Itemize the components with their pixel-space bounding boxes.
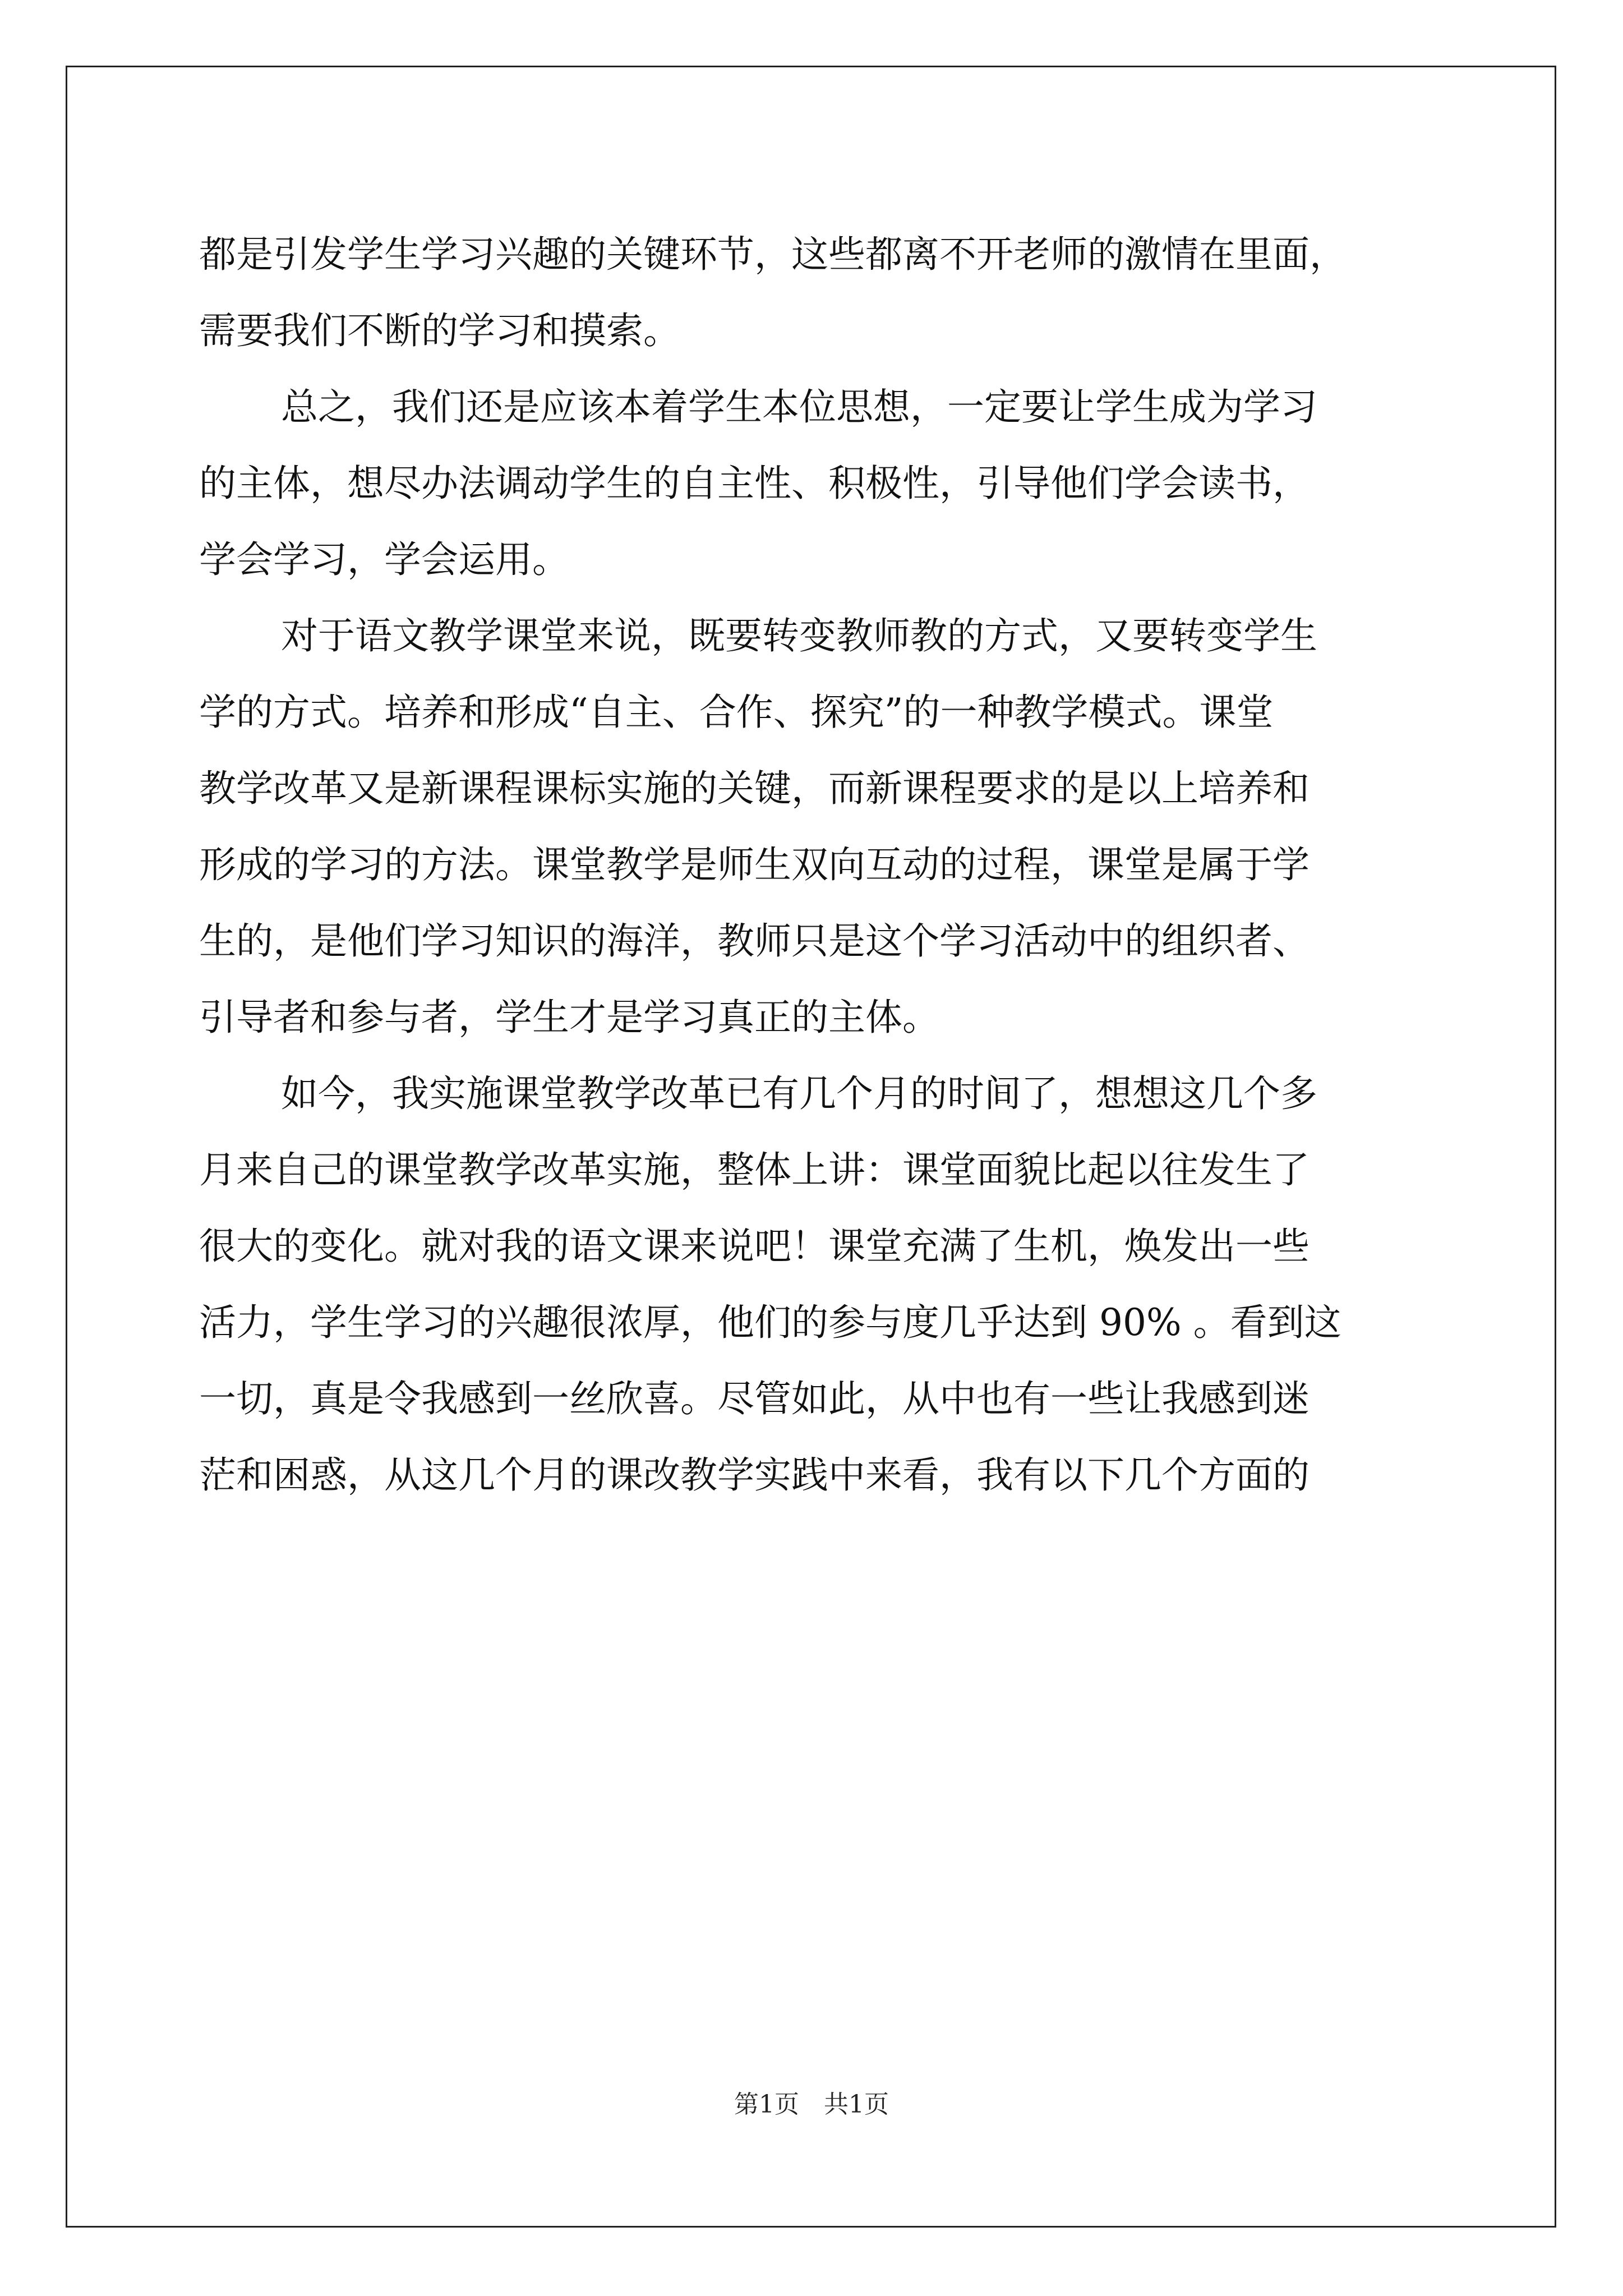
text-line: 需要我们不断的学习和摸索。 <box>199 309 680 352</box>
document-body <box>199 217 1455 1513</box>
text-line: 很大的变化。就对我的语文课来说吧！课堂充满了生机，焕发出一些 <box>199 1225 1310 1268</box>
text-line: 一切，真是令我感到一丝欣喜。尽管如此，从中也有一些让我感到迷 <box>199 1377 1310 1420</box>
text-line: 学的方式。培养和形成“自主、合作、探究”的一种教学模式。课堂 <box>199 691 1274 734</box>
paragraph-first-line: 如今，我实施课堂教学改革已有几个月的时间了，想想这几个多 <box>281 1072 1317 1115</box>
text-line: 生的，是他们学习知识的海洋，教师只是这个学习活动中的组织者、 <box>199 919 1310 963</box>
text-line: 茫和困惑，从这几个月的课改教学实践中来看，我有以下几个方面的 <box>199 1453 1310 1497</box>
paragraph-first-line: 总之，我们还是应该本着学生本位思想，一定要让学生成为学习 <box>281 385 1317 429</box>
text-line: 形成的学习的方法。课堂教学是师生双向互动的过程，课堂是属于学 <box>199 843 1310 886</box>
page-footer: 第1页 共1页 <box>734 2090 889 2119</box>
text-line: 月来自己的课堂教学改革实施，整体上讲：课堂面貌比起以往发生了 <box>199 1148 1310 1191</box>
paragraph-first-line: 对于语文教学课堂来说，既要转变教师教的方式，又要转变学生 <box>281 614 1317 657</box>
text-line: 引导者和参与者，学生才是学习真正的主体。 <box>199 996 939 1039</box>
text-line: 都是引发学生学习兴趣的关键环节，这些都离不开老师的激情在里面， <box>199 233 1347 276</box>
text-line: 学会学习，学会运用。 <box>199 538 569 581</box>
text-line: 教学改革又是新课程课标实施的关键，而新课程要求的是以上培养和 <box>199 767 1310 810</box>
text-line: 活力，学生学习的兴趣很浓厚，他们的参与度几乎达到 90% 。看到这 <box>199 1301 1341 1344</box>
text-line: 的主体，想尽办法调动学生的自主性、积极性，引导他们学会读书， <box>199 462 1310 505</box>
